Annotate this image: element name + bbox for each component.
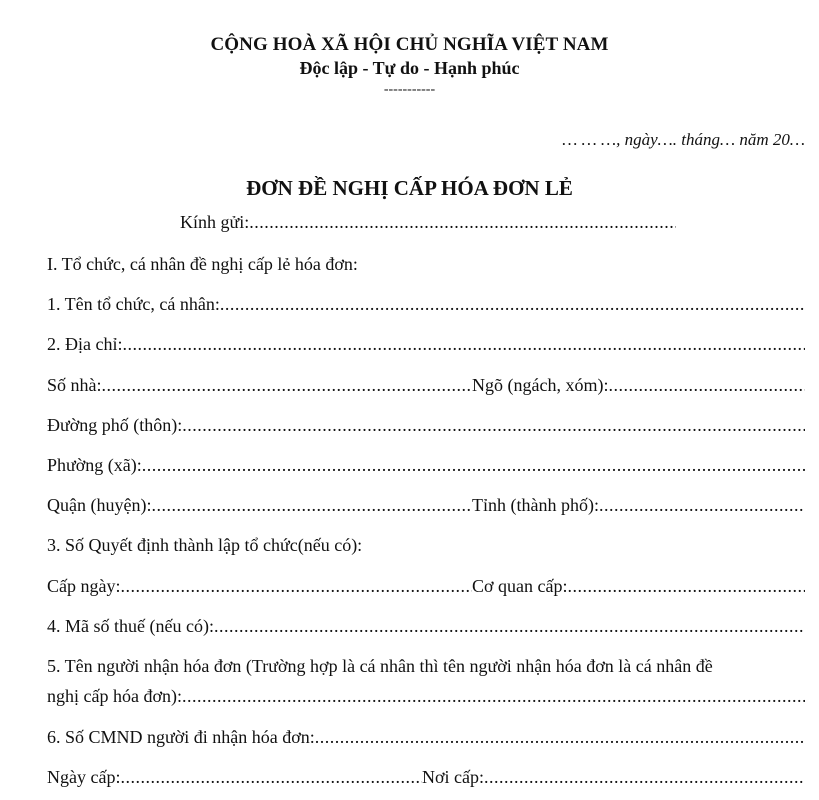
address-field[interactable] — [47, 332, 805, 356]
org-name-blank[interactable] — [220, 292, 805, 316]
id-issued-place-label: Nơi cấp: — [422, 767, 484, 787]
recipient-field[interactable] — [180, 210, 676, 234]
section-1-heading — [47, 252, 805, 276]
house-number-field[interactable] — [47, 373, 472, 397]
province-field[interactable] — [472, 493, 805, 517]
date-line: … … …, ngày…. tháng… năm 20… — [562, 130, 805, 149]
recipient-name-label-line1: 5. Tên người nhận hóa đơn (Trường hợp là cá nhân thì tên người nhận hóa đơn là cá nhân đề — [47, 656, 713, 676]
district-blank[interactable] — [151, 493, 472, 517]
recipient-name-blank[interactable] — [182, 684, 805, 708]
ward-field[interactable] — [47, 453, 805, 477]
province-label: Tỉnh (thành phố): — [472, 495, 599, 515]
decision-issue-row — [47, 574, 805, 598]
decision-number-heading — [47, 533, 805, 557]
district-label: Quận (huyện): — [47, 495, 152, 515]
street-label: Đường phố (thôn): — [47, 415, 183, 435]
street-blank[interactable] — [182, 413, 805, 437]
address-blank[interactable] — [122, 332, 805, 356]
recipient-name-field[interactable] — [47, 684, 805, 708]
org-name-label: 1. Tên tổ chức, cá nhân: — [47, 294, 220, 314]
decision-number-label: 3. Số Quyết định thành lập tổ chức(nếu có): — [47, 535, 363, 555]
header-separator: ----------- — [383, 82, 436, 97]
province-blank[interactable] — [599, 493, 805, 517]
recipient-name-label-line2: nghị cấp hóa đơn): — [47, 686, 182, 706]
id-issued-date-label: Ngày cấp: — [47, 767, 121, 787]
id-number-blank[interactable] — [315, 725, 805, 749]
org-name-field[interactable] — [47, 292, 805, 316]
district-province-row — [47, 493, 805, 517]
issuing-agency-blank[interactable] — [568, 574, 806, 598]
national-title: CỘNG HOÀ XÃ HỘI CHỦ NGHĨA VIỆT NAM — [210, 34, 609, 55]
ward-blank[interactable] — [142, 453, 805, 477]
section-1-heading-text: I. Tổ chức, cá nhân đề nghị cấp lẻ hóa đơn: — [47, 254, 358, 274]
issued-date-field[interactable] — [47, 574, 472, 598]
id-issue-row — [47, 765, 805, 789]
id-issued-place-blank[interactable] — [484, 765, 805, 789]
ward-label: Phường (xã): — [47, 455, 142, 475]
tax-code-blank[interactable] — [214, 614, 805, 638]
id-issued-place-field[interactable] — [422, 765, 805, 789]
id-number-field[interactable] — [47, 725, 805, 749]
alley-blank[interactable] — [608, 373, 805, 397]
district-field[interactable] — [47, 493, 472, 517]
recipient-name-heading — [47, 654, 805, 678]
street-field[interactable] — [47, 413, 805, 437]
issuing-agency-field[interactable] — [472, 574, 805, 598]
recipient-label: Kính gửi: — [180, 212, 250, 232]
id-issued-date-blank[interactable] — [120, 765, 422, 789]
document-title: ĐƠN ĐỀ NGHỊ CẤP HÓA ĐƠN LẺ — [246, 176, 573, 200]
tax-code-label: 4. Mã số thuế (nếu có): — [47, 616, 214, 636]
alley-field[interactable] — [472, 373, 805, 397]
recipient-blank[interactable] — [249, 210, 676, 234]
house-number-label: Số nhà: — [47, 375, 102, 395]
issued-date-label: Cấp ngày: — [47, 576, 121, 596]
id-number-label: 6. Số CMND người đi nhận hóa đơn: — [47, 727, 315, 747]
issued-date-blank[interactable] — [121, 574, 473, 598]
address-label: 2. Địa chỉ: — [47, 334, 123, 354]
house-alley-row — [47, 373, 805, 397]
national-motto: Độc lập - Tự do - Hạnh phúc — [299, 58, 520, 78]
alley-label: Ngõ (ngách, xóm): — [472, 375, 609, 395]
issuing-agency-label: Cơ quan cấp: — [472, 576, 568, 596]
tax-code-field[interactable] — [47, 614, 805, 638]
house-number-blank[interactable] — [102, 373, 472, 397]
id-issued-date-field[interactable] — [47, 765, 422, 789]
